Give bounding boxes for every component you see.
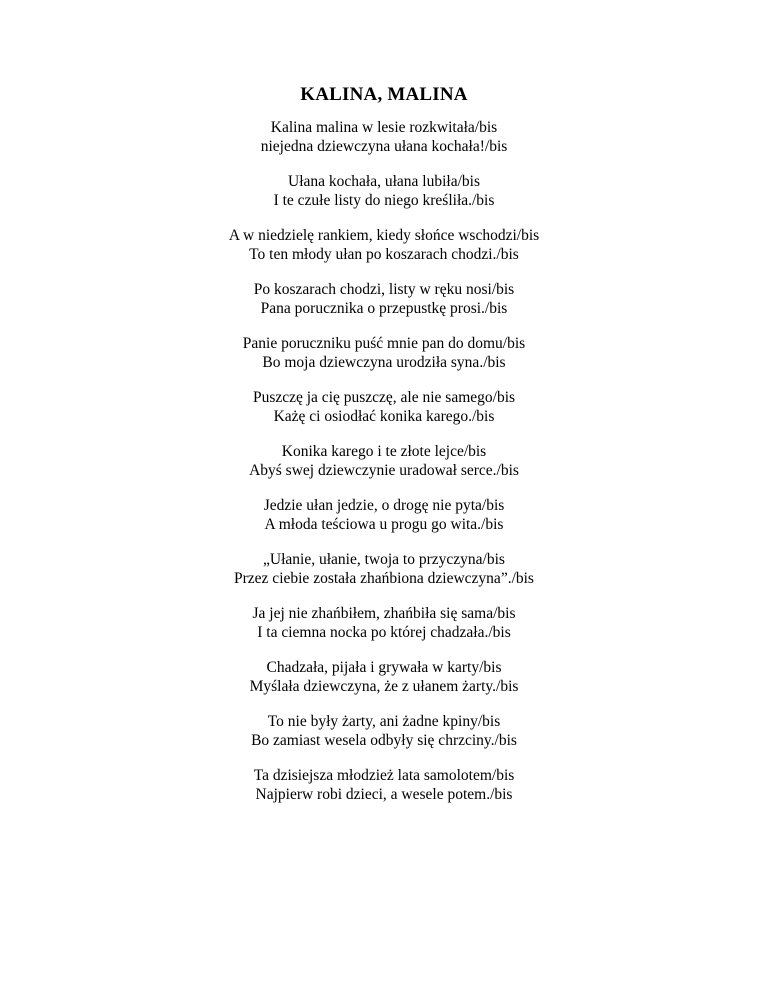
verse-line: Puszczę ja cię puszczę, ale nie samego/bis bbox=[252, 389, 516, 406]
verse-line: I te czułe listy do niego kreśliła./bis bbox=[273, 192, 495, 209]
verse-line: A młoda teściowa u progu go wita./bis bbox=[264, 516, 504, 533]
stanza-11 bbox=[0, 658, 768, 712]
verse-line: Najpierw robi dzieci, a wesele potem./bis bbox=[255, 786, 513, 803]
verse-line: Bo moja dziewczyna urodziła syna./bis bbox=[262, 354, 506, 371]
verse-line: Jedzie ułan jedzie, o drogę nie pyta/bis bbox=[263, 497, 505, 514]
verse-line: Ułana kochała, ułana lubiła/bis bbox=[288, 173, 480, 190]
verse-line: Konika karego i te złote lejce/bis bbox=[281, 443, 487, 460]
stanza-6 bbox=[0, 388, 768, 442]
verse-line: Ja jej nie zhańbiłem, zhańbiła się sama/bis bbox=[252, 605, 516, 622]
verse-line: „Ułanie, ułanie, twoja to przyczyna/bis bbox=[263, 551, 505, 568]
verse-line: Pana porucznika o przepustkę prosi./bis bbox=[260, 300, 508, 317]
verse-line: I ta ciemna nocka po której chadzała./bis bbox=[257, 624, 511, 641]
verses bbox=[0, 118, 768, 820]
stanza-8 bbox=[0, 496, 768, 550]
stanza-5 bbox=[0, 334, 768, 388]
verse-line: Kalina malina w lesie rozkwitała/bis bbox=[270, 119, 498, 136]
verse-line: niejedna dziewczyna ułana kochała!/bis bbox=[260, 138, 508, 155]
verse-line: Chadzała, pijała i grywała w karty/bis bbox=[266, 659, 502, 676]
stanza-1 bbox=[0, 118, 768, 172]
verse-line: To nie były żarty, ani żadne kpiny/bis bbox=[267, 713, 501, 730]
verse-line: Ta dzisiejsza młodzież lata samolotem/bis bbox=[253, 767, 515, 784]
verse-line: Każę ci osiodłać konika karego./bis bbox=[273, 408, 495, 425]
verse-line: A w niedzielę rankiem, kiedy słońce wschodzi/bis bbox=[228, 227, 540, 244]
stanza-4 bbox=[0, 280, 768, 334]
verse-line: To ten młody ułan po koszarach chodzi./bis bbox=[249, 246, 519, 263]
verse-line: Po koszarach chodzi, listy w ręku nosi/bis bbox=[253, 281, 515, 298]
verse-line: Myślała dziewczyna, że z ułanem żarty./bis bbox=[249, 678, 519, 695]
verse-line: Abyś swej dziewczynie uradował serce./bis bbox=[249, 462, 519, 479]
stanza-7 bbox=[0, 442, 768, 496]
stanza-2 bbox=[0, 172, 768, 226]
stanza-9 bbox=[0, 550, 768, 604]
stanza-10 bbox=[0, 604, 768, 658]
song-title: KALINA, MALINA bbox=[300, 84, 468, 105]
verse-line: Bo zamiast wesela odbyły się chrzciny./bis bbox=[251, 732, 517, 749]
stanza-3 bbox=[0, 226, 768, 280]
stanza-13 bbox=[0, 766, 768, 820]
verse-line: Przez ciebie została zhańbiona dziewczyna”./bis bbox=[234, 570, 534, 587]
stanza-12 bbox=[0, 712, 768, 766]
verse-line: Panie poruczniku puść mnie pan do domu/bis bbox=[242, 335, 526, 352]
